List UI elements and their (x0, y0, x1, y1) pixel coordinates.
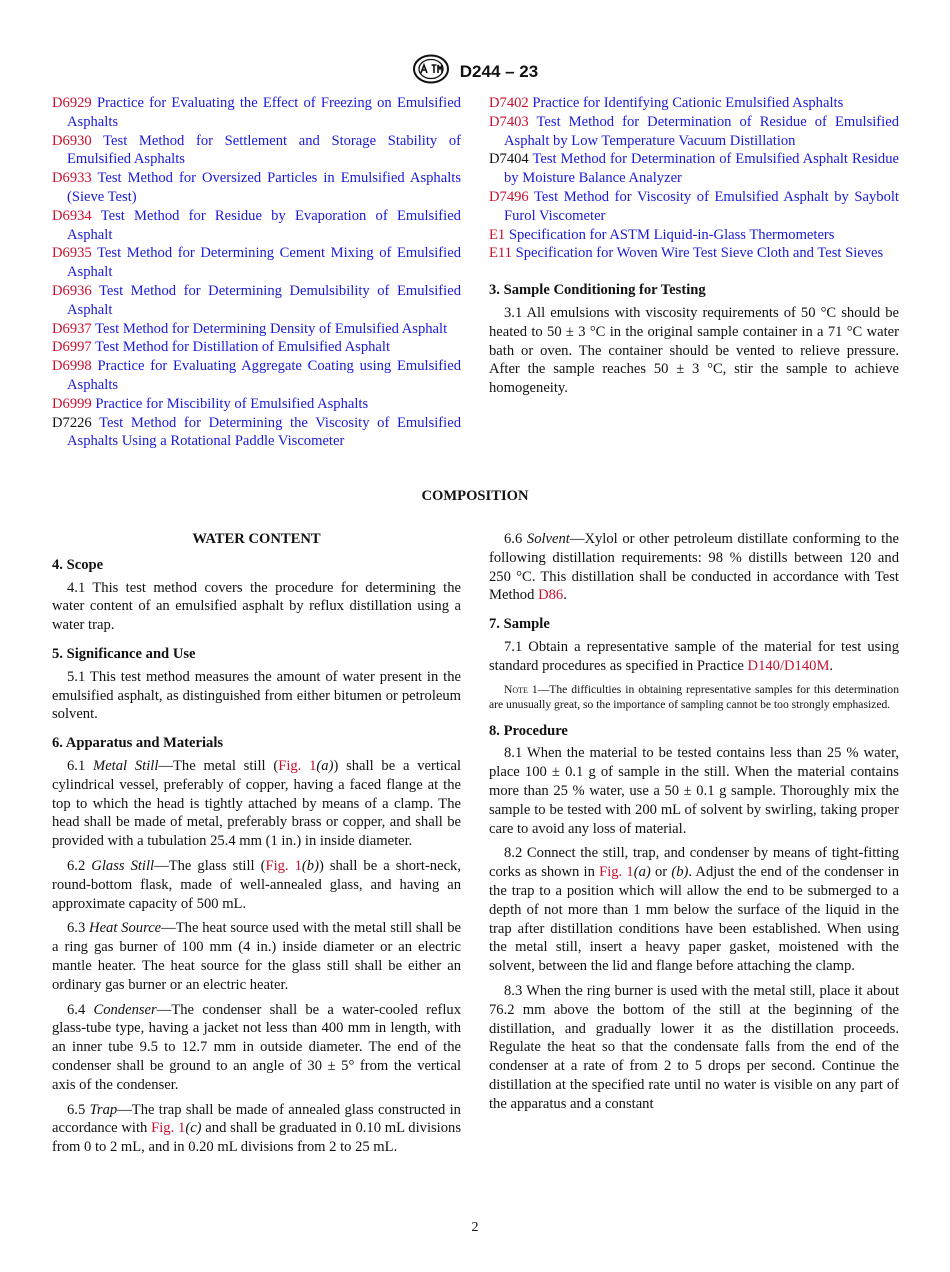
ref-item[interactable]: D6930 Test Method for Settlement and Storage Stability of Emulsified Asphalts (52, 132, 461, 168)
section-7-heading: 7. Sample (489, 616, 550, 633)
ref-item[interactable]: D6937 Test Method for Determining Density of Emulsified Asphalt (52, 320, 448, 337)
ref-item[interactable]: D6935 Test Method for Determining Cement Mixing of Emulsified Asphalt (52, 245, 461, 281)
astm-logo-icon (412, 54, 450, 89)
standard-designation: D244 – 23 (459, 61, 539, 81)
para-8-2: 8.2 Connect the still, trap, and condenser by means of tight-fitting corks as shown in Fig. 1(a) or (b). Adjust the end of the condenser in the trap to a position which will allow the end to be submerged to a depth of not more than 1 mm below the surface of the liquid in the trap after distillation conditions have been established. When using the metal still, insert a heavy paper gasket, moistened with the solvent, between the lid and flange before attaching the clamp. (489, 845, 899, 975)
para-3-1: 3.1 All emulsions with viscosity requirements of 50 °C should be heated to 50 ± 3 °C in the original sample container in a 71 °C water bath or oven. The container should be vented to relieve pressure. After the sample reaches 50 ± 3 °C, stir the sample to achieve homogeneity. (489, 304, 899, 397)
ref-item[interactable]: E1 Specification for ASTM Liquid-in-Glass Thermometers (489, 226, 835, 243)
fig-link[interactable]: Fig. 1 (265, 857, 302, 874)
para-6-5: 6.5 Trap—The trap shall be made of annealed glass constructed in accordance with Fig. 1(c) and shall be graduated in 0.10 mL divisions from 0 to 2 mL, and in 0.20 mL divisions from 2 to 25 mL. (52, 1101, 462, 1156)
para-6-4: 6.4 Condenser—The condenser shall be a water-cooled reflux glass-tube type, having a jacket not less than 400 mm in length, with an inner tube 9.5 to 12.7 mm in outside diameter. The end of the condenser shall be ground to an angle of 30 ± 5° from the vertical axis of the condenser. (52, 1001, 461, 1093)
ref-item[interactable]: D7402 Practice for Identifying Cationic Emulsified Asphalts (489, 95, 844, 111)
para-8-1: 8.1 When the material to be tested contains less than 25 % water, place 100 ± 0.1 g of sample in the still. When the material contains more than 25 % water, use a 50 ± 0.1 g sample. Thoroughly mix the sample to be tested with 200 mL of solvent by swirling, taking proper care to avoid any loss of material. (489, 745, 899, 837)
water-content-heading: WATER CONTENT (192, 531, 321, 547)
fig-link[interactable]: Fig. 1 (278, 757, 317, 774)
ref-item[interactable]: D6999 Practice for Miscibility of Emulsified Asphalts (52, 395, 369, 412)
ref-item[interactable]: D7403 Test Method for Determination of Residue of Emulsified Asphalt by Low Temperature Vacuum Distillation (489, 113, 899, 149)
fig-link[interactable]: Fig. 1 (151, 1120, 186, 1137)
ref-item[interactable]: D6929 Practice for Evaluating the Effect of Freezing on Emulsified Asphalts (52, 95, 461, 130)
ref-item[interactable]: D7226 Test Method for Determining the Viscosity of Emulsified Asphalts Using a Rotational Paddle Viscometer (52, 414, 461, 450)
section-3-heading: 3. Sample Conditioning for Testing (489, 282, 706, 299)
para-6-1: 6.1 Metal Still—The metal still (Fig. 1(a)) shall be a vertical cylindrical vessel, preferably of copper, having a faced flange at the top to which the head is tightly attached by means of a clamp. The head shall be made of metal, preferably brass or copper, and shall be provided with a tubulation 25.4 mm (1 in.) in inside diameter. (52, 757, 461, 850)
section-6-heading: 6. Apparatus and Materials (52, 735, 224, 752)
composition-heading: COMPOSITION (421, 488, 529, 504)
d140-link[interactable]: D140/D140M (747, 657, 830, 674)
ref-item[interactable]: E11 Specification for Woven Wire Test Sieve Cloth and Test Sieves (489, 245, 884, 262)
ref-item[interactable]: D6933 Test Method for Oversized Particles in Emulsified Asphalts (Sieve Test) (52, 170, 461, 205)
para-4-1: 4.1 This test method covers the procedure for determining the water content of an emulsified asphalt by reflux distillation using a water trap. (52, 579, 461, 634)
references-right (489, 94, 899, 404)
fig-link[interactable]: Fig. 1 (599, 864, 634, 881)
para-7-1: 7.1 Obtain a representative sample of the material for test using standard procedures as specified in Practice D140/D140M. (489, 638, 899, 674)
section-4-heading: 4. Scope (52, 556, 104, 573)
para-6-2: 6.2 Glass Still—The glass still (Fig. 1(b)) shall be a short-neck, round-bottom flask, made of well-annealed glass, and having an approximate capacity of 500 mL. (52, 857, 461, 912)
page-number: 2 (471, 1220, 479, 1235)
ref-item[interactable]: D7404 Test Method for Determination of Emulsified Asphalt Residue by Moisture Balance Analyzer (489, 151, 899, 187)
references-left (52, 94, 461, 451)
para-8-3: 8.3 When the ring burner is used with the metal still, place it about 76.2 mm above the bottom of the still at the beginning of the distillation, and gradually lower it as the distillation proceeds. Regulate the heat so that the condensate falls from the end of the condenser at a rate of from 2 to 5 drops per second. Continue the distillation at the specified rate until no water is visible on any part of the apparatus and a constant (489, 982, 899, 1112)
ref-item[interactable]: D6998 Practice for Evaluating Aggregate Coating using Emulsified Asphalts (52, 358, 461, 393)
page-header (0, 54, 950, 89)
section-5-heading: 5. Significance and Use (52, 645, 196, 662)
d86-link[interactable]: D86 (538, 587, 564, 604)
section-8-heading: 8. Procedure (489, 722, 568, 739)
ref-item[interactable]: D7496 Test Method for Viscosity of Emulsified Asphalt by Saybolt Furol Viscometer (489, 188, 899, 224)
para-6-3: 6.3 Heat Source—The heat source used with the metal still shall be a ring gas burner of 100 mm (4 in.) inside diameter or an electric mantle heater. The heat source for the glass still shall be either an ordinary gas burner or an electric heater. (52, 920, 462, 993)
ref-item[interactable]: D6997 Test Method for Distillation of Emulsified Asphalt (52, 339, 390, 356)
right-column-body (489, 530, 899, 1120)
para-6-6: 6.6 Solvent—Xylol or other petroleum distillate conforming to the following distillation requirements: 98 % distills between 120 and 250 °C. This distillation shall be conducted in accordance with Test Method D86. (489, 531, 899, 604)
left-column-body (52, 530, 461, 1163)
ref-item[interactable]: D6934 Test Method for Residue by Evaporation of Emulsified Asphalt (52, 207, 461, 243)
note-1: Note 1—The difficulties in obtaining representative samples for this determination are unusually great, so the importance of sampling cannot be too strongly emphasized. (489, 682, 899, 711)
ref-item[interactable]: D6936 Test Method for Determining Demulsibility of Emulsified Asphalt (52, 282, 461, 318)
para-5-1: 5.1 This test method measures the amount of water present in the emulsified asphalt, as distinguished from either bitumen or petroleum solvent. (52, 668, 461, 723)
